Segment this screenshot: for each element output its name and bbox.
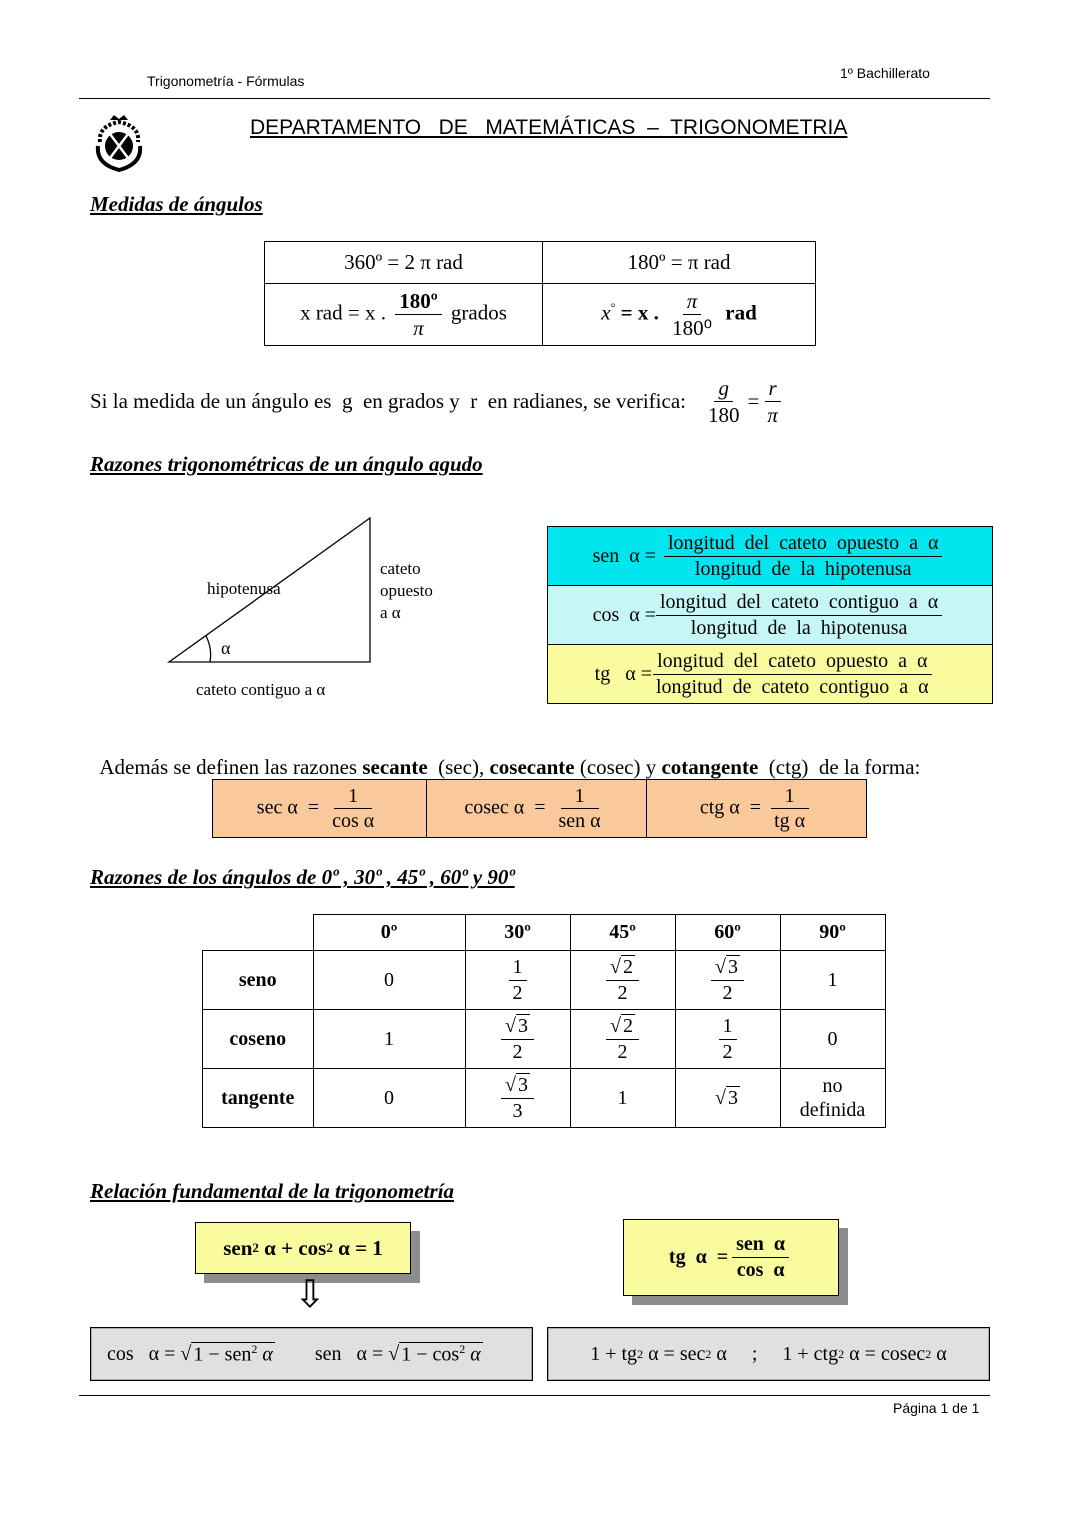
col-header: 30º xyxy=(465,915,570,951)
col-header: 0º xyxy=(313,915,465,951)
value-cell: $\frac{1}{2}$ xyxy=(465,951,570,1010)
triangle-opposite-label-1: cateto xyxy=(380,559,421,578)
value-cell: √ 3 2 xyxy=(675,951,780,1010)
page-number: Página 1 de 1 xyxy=(893,1400,980,1416)
triangle-adjacent-label: cateto contiguo a α xyxy=(196,680,326,699)
value-cell: √ 3 3 xyxy=(465,1069,570,1128)
value-cell: 1 xyxy=(780,951,885,1010)
row-label: tangente xyxy=(203,1069,314,1128)
secant-cell: sec α = $\frac{1}{\text{cos α}}$ xyxy=(213,780,427,838)
notable-angles-table xyxy=(202,914,886,1128)
value-cell: √ 2 2 xyxy=(570,951,675,1010)
pythagorean-variants-box: 1 + tg 2 α = sec 2 α ; 1 + ctg 2 α = cosec 2 α xyxy=(547,1327,990,1381)
footer-rule xyxy=(79,1395,990,1396)
value-cell: √ 3 2 xyxy=(465,1010,570,1069)
ratio-definitions-box xyxy=(547,526,993,704)
value-cell: 1 xyxy=(570,1069,675,1128)
header-left: Trigonometría - Fórmulas xyxy=(147,73,305,89)
reciprocal-sentence: Además se definen las razones secante (sec), cosecante (cosec) y cotangente (ctg) de la forma: xyxy=(99,755,921,779)
col-header: 60º xyxy=(675,915,780,951)
triangle-opposite-label-3: a α xyxy=(380,603,401,622)
cosecant-cell: cosec α = $\frac{1}{\text{sen α}}$ xyxy=(427,780,647,838)
conversion-table xyxy=(264,241,816,346)
reciprocal-table xyxy=(212,779,867,838)
heading-fundamental-relation: Relación fundamental de la trigonometría xyxy=(90,1179,455,1203)
sqrt-identities-box: cos α = √ 1 − sen$^2$ α sen α = √ $1 - \cos^2 \alpha$ xyxy=(90,1327,533,1381)
table-row xyxy=(203,1069,886,1128)
cosine-definition: cos α = $\frac{\text{longitud del cateto contiguo a α}}{\text{longitud de la hipotenusa}}$ xyxy=(548,586,992,645)
sine-definition: sen α = $\frac{\text{longitud del cateto opuesto a α}}{\text{longitud de la hipotenusa}}$ xyxy=(548,527,992,586)
value-cell: √ 2 2 xyxy=(570,1010,675,1069)
value-cell: 0 xyxy=(780,1010,885,1069)
cotangent-cell: ctg α = $\frac{1}{\text{tg α}}$ xyxy=(647,780,867,838)
conv-cell-360: 360º = 2 π rad xyxy=(265,242,543,284)
col-header: 90º xyxy=(780,915,885,951)
row-label: coseno xyxy=(203,1010,314,1069)
right-triangle-diagram xyxy=(160,510,460,710)
conv-cell-180: 180º = π rad xyxy=(543,242,816,284)
value-cell: √ 3 xyxy=(675,1069,780,1128)
tangent-definition: tg α = $\frac{\text{longitud del cateto opuesto a α}}{\text{longitud de cateto contiguo a α}}$ xyxy=(548,645,992,703)
value-cell: 0 xyxy=(313,951,465,1010)
header-rule xyxy=(79,98,990,99)
school-crest-icon xyxy=(88,112,150,174)
table-row xyxy=(203,951,886,1010)
heading-acute-ratios: Razones trigonométricas de un ángulo agudo xyxy=(90,452,483,476)
ratio-sentence: Si la medida de un ángulo es g en grados y r en radianes, se verifica: $\frac{g}{180}$ = $\frac{r}{\pi}$ xyxy=(90,376,786,427)
pythagorean-identity-box: sen 2 α + cos 2 α = 1 xyxy=(195,1222,411,1274)
value-cell: no definida xyxy=(780,1069,885,1128)
row-label: seno xyxy=(203,951,314,1010)
down-arrow-icon: ⇩ xyxy=(294,1274,326,1316)
heading-notable-angles: Razones de los ángulos de 0º , 30º , 45º , 60º y 90º xyxy=(90,865,515,889)
triangle-opposite-label-2: opuesto xyxy=(380,581,433,600)
page-title: DEPARTAMENTO DE MATEMÁTICAS – TRIGONOMETRIA xyxy=(250,116,848,139)
value-cell: 1 xyxy=(313,1010,465,1069)
value-cell: $\frac{1}{2}$ xyxy=(675,1010,780,1069)
table-row xyxy=(203,1010,886,1069)
value-cell: 0 xyxy=(313,1069,465,1128)
corner-cell xyxy=(203,915,314,951)
col-header: 45º xyxy=(570,915,675,951)
header-right: 1º Bachillerato xyxy=(840,65,930,81)
tangent-quotient-box: tg α = $\frac{\text{sen α}}{\text{cos α}}$ xyxy=(623,1219,839,1296)
triangle-alpha-label: α xyxy=(221,638,231,658)
triangle-hypotenuse-label: hipotenusa xyxy=(207,579,281,598)
heading-angle-measures: Medidas de ángulos xyxy=(90,192,263,216)
conv-cell-rad-to-deg: x rad = x . $\frac{\text{180º}}{\pi}$ grados xyxy=(265,284,543,346)
conv-cell-deg-to-rad: x° = x . $\frac{\pi}{\text{180⁰}}$ rad xyxy=(543,284,816,346)
